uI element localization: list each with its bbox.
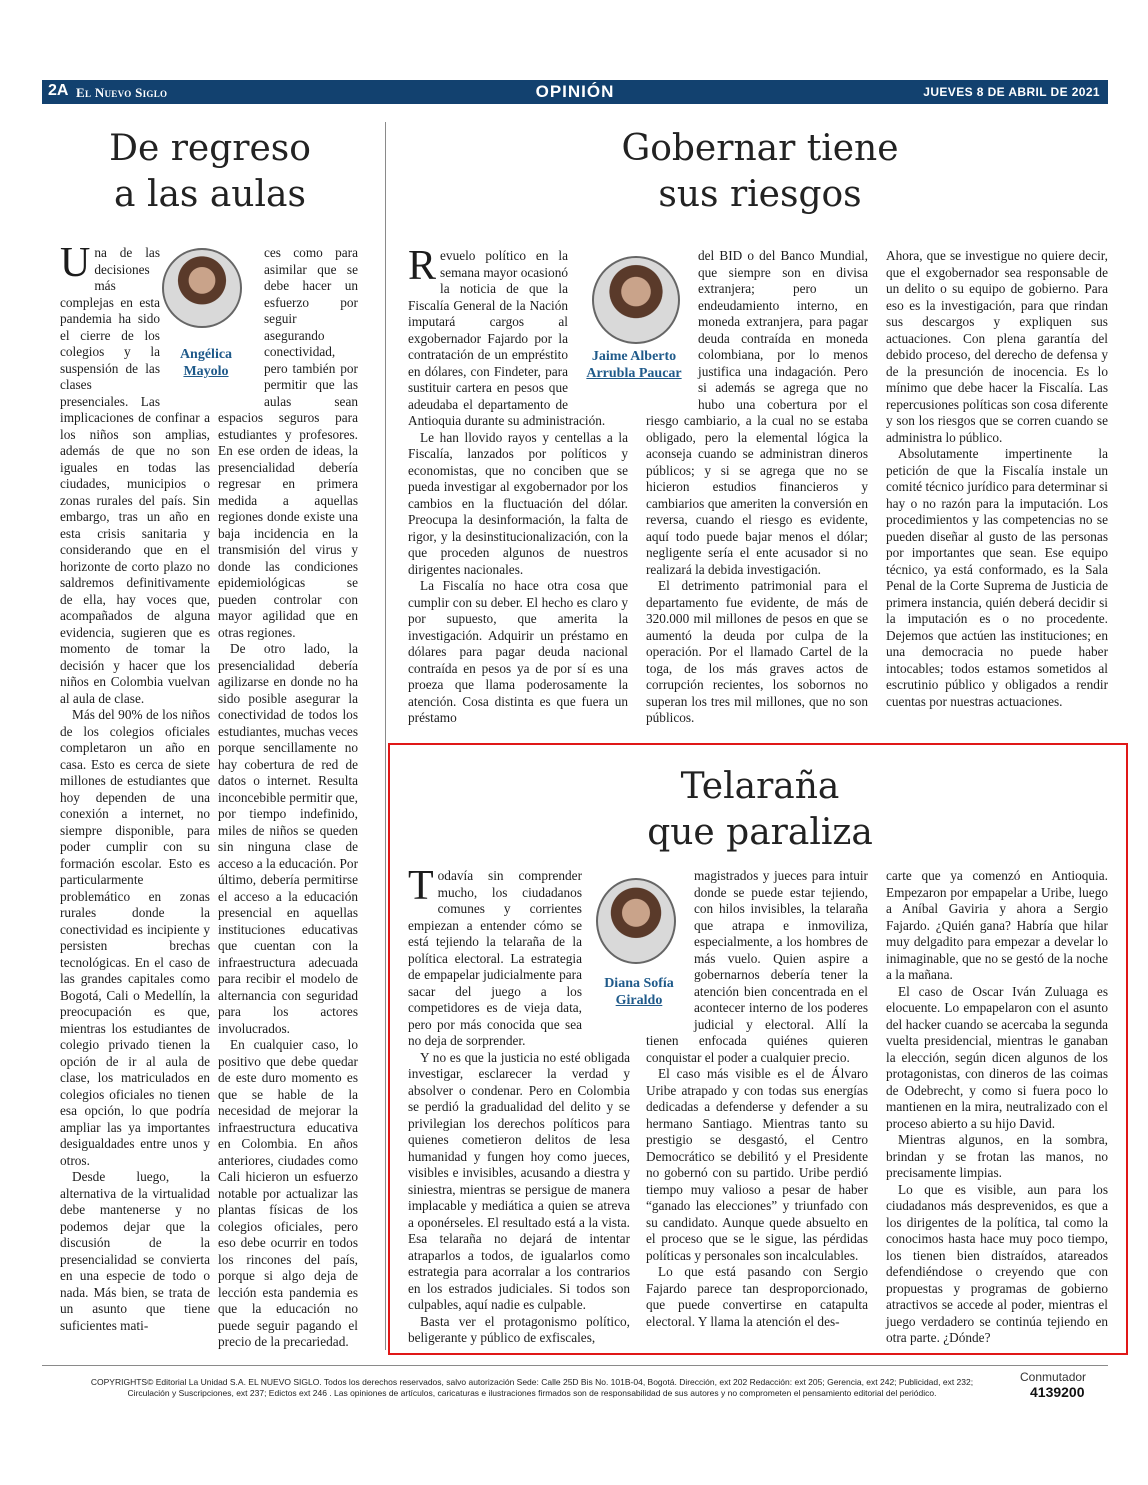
newspaper-brand: El Nuevo Siglo xyxy=(76,85,168,100)
paragraph: evuelo político en la semana mayor ocasionó la noticia de que la Fiscalía General de la Nación imputará cargos al exgobernador Fajardo por la contratación de un empréstito en dólares, con Findeter, para sustituir cartera en pesos que adeudaba el departamento de Antioquia durante su administración. xyxy=(408,248,606,428)
article1-title-line1: De regreso xyxy=(109,128,311,169)
paragraph: Mientras algunos, en la sombra, brindan y se frotan las manos, no precisamente limpias. xyxy=(886,1132,1108,1180)
drop-cap: T xyxy=(408,863,434,909)
author-first-name: Diana Sofía xyxy=(604,976,674,991)
paragraph: La Fiscalía no hace otra cosa que cumplir con su deber. El hecho es claro y por supuesto, que amerita la investigación. Adquirir un préstamo en dólares para pagar deuda nacional contraída en pesos ya de por sí es una proeza que llama poderosamente la atención. Cosa distinta es que fuera un préstamo xyxy=(408,578,628,725)
article2-title-line2: sus riesgos xyxy=(658,174,862,215)
page-header-bar xyxy=(42,80,1108,104)
article1-column-2 xyxy=(218,245,358,1349)
author-last-name: Arrubla Paucar xyxy=(586,366,682,381)
article3-column-2 xyxy=(646,868,868,1346)
paragraph: De otro lado, la presencialidad debería agilizarse en donde no ha sido posible asegurar la conectividad de todos los estudiantes, muchas veces porque sencillamente no hay cobertura de red de datos o internet. Resulta inconcebible permitir que, por tiempo indefinido, miles de niños se queden sin ninguna clase de acceso a la educación. Por último, debería permitirse el acceso a la educación presencial en aquellas instituciones educativas que cuentan con la infraestructura adecuada para recibir el modelo de alternancia con seguridad para los actores involucrados. xyxy=(218,641,358,1036)
article1-column-1 xyxy=(60,240,210,1340)
paragraph: Más del 90% de los niños de los colegios oficiales completaron un año en casa. Esto es cerca de siete millones de estudiantes que hoy dependen de una conexión a internet, no siempre disponible, para poder cumplir con su formación escolar. Esto es particularmente problemático en zonas rurales donde la conectividad es incipiente y persisten brechas tecnológicas. En el caso de las grandes capitales como Bogotá, Cali o Medellín, la preocupación es que, mientras los estudiantes de colegio privado tienen la opción de ir al aula de clase, los matriculados en colegios oficiales no tienen esa opción, lo que podría ampliar las ya importantes desigualdades entre unos y otros. xyxy=(60,707,210,1168)
article3-title-line2: que paraliza xyxy=(647,812,873,853)
paragraph: del BID o del Banco Mundial, que siempre son en divisa extranjera; pero un endeudamiento interno, en moneda extranjera, para pagar deuda contraída en moneda colombiana, por lo menos justifica una indagación. Pero si además se agrega que no hubo una cobertura por el riesgo cambiario, a la cual no se estaba obligado, pero la elemental lógica la aconseja cuando se administran dineros públicos; y si se agrega que no se hicieron estudios financieros y cambiarios que ameriten la conversión en reversa, cuando el riesgo es evidente, aquí todo puede bajar menos el dólar; negligente sería el ente acusador si no realizará la debida investigación. xyxy=(646,248,868,577)
paragraph: Desde luego, la alternativa de la virtualidad debe mantenerse y no podemos dejar que la discusión de la presencialidad se convierta en una especie de todo o nada. Más bien, se trata de un asunto que tiene suficientes mati- xyxy=(60,1169,210,1333)
paragraph: El caso más visible es el de Álvaro Uribe atrapado y con todas sus energías dedicadas a defenderse y defender a su hermano Santiago. Mientras tanto su prestigio se desgastó, el Centro Democrático se debilitó y el Presidente no gobernó con su partido. Uribe perdió tiempo muy valioso a pesar de haber “ganado las elecciones” y triunfado con su candidato. Aunque quede absuelto en el proceso que se le sigue, las pérdidas políticas y personales son incalculables. xyxy=(646,1066,868,1263)
paragraph: Le han llovido rayos y centellas a la Fiscalía, lanzados por políticos y economistas, que no conciben que se pueda investigar al exgobernador por los cambios en la fluctuación del dólar. Preocupa la desinformación, la falta de rigor, y la desinstitucionalización, con la que proceden algunos de nuestros dirigentes nacionales. xyxy=(408,429,628,577)
paragraph: carte que ya comenzó en Antioquia. Empezaron por empapelar a Uribe, luego a Aníbal Gaviria y ahora a Sergio Fajardo. ¿Quién gana? Habría que hilar muy delgadito para empezar a develar lo inimaginable, que no se gestó de la noche a la mañana. xyxy=(886,868,1108,982)
drop-cap: R xyxy=(408,243,437,289)
conmutador-label: Conmutador xyxy=(1020,1370,1087,1384)
article3-title-line1: Telaraña xyxy=(680,766,840,807)
article2-column-1 xyxy=(408,243,628,728)
paragraph: El caso de Oscar Iván Zuluaga es elocuente. Lo empapelaron con el asunto del hacker cuando se acercaba la segunda vuelta presidencial, mientras le ganaban la elección, según dicen algunos de los protagonistas, con dineros de las coimas de Odebrecht, y como si fuera poco lo mantienen en la mira, neutralizado con el proceso abierto a su hijo David. xyxy=(886,983,1108,1131)
paragraph: El detrimento patrimonial para el departamento fue evidente, de más de 320.000 mil millones de pesos en que se aumentó la deuda por culpa de la operación. Por el llamado Cartel de la toga, de los más graves actos de corrupción recientes, los sobornos no superan los tres mil millones, que no son públicos. xyxy=(646,578,868,725)
footer-divider xyxy=(42,1365,1108,1366)
section-title: OPINIÓN xyxy=(535,82,615,101)
article2-column-2 xyxy=(646,248,868,728)
article3-column-3 xyxy=(886,868,1108,1346)
column-divider xyxy=(385,122,386,1350)
article2-column-3 xyxy=(886,248,1108,728)
paragraph: na de las decisiones más complejas en esta pandemia ha sido el cierre de los colegios y la suspensión de las clases presenciales. Las implicaciones de confinar a los niños son amplias, además de que no son iguales en todas las ciudades, municipios o zonas rurales del país. Sin embargo, tras un año en esta crisis sanitaria y considerando que en el horizonte de corto plazo no saldremos definitivamente de ella, hay voces que, acompañados de alguna evidencia, sugieren que es momento de tomar la decisión y hacer que los niños en Colombia vuelvan al aula de clase. xyxy=(60,245,210,706)
paragraph: En cualquier caso, lo positivo que debe quedar de este duro momento es que se hable de la necesidad de mejorar la infraestructura educativa en Colombia. En años anteriores, ciudades como Cali hicieron un esfuerzo notable por actualizar las plantas físicas de los colegios oficiales, pero eso debe ocurrir en todos los rincones del país, porque si algo deja de lección esta pandemia es que la educación no puede seguir pagando el precio de la precariedad. xyxy=(218,1037,358,1349)
paragraph: ces como para asimilar que se debe hacer un esfuerzo por seguir asegurando conectividad, pero también por permitir que las aulas sean espacios seguros para estudiantes y profesores. En ese orden de ideas, la presencialidad debería regresar en primera medida a aquellas regiones donde existe una baja incidencia en la transmisión del virus y donde las condiciones epidemiológicas se pueden controlar con mayor agilidad que en otras regiones. xyxy=(218,245,358,640)
paragraph: Ahora, que se investigue no quiere decir, que el exgobernador sea responsable de un delito o su equipo de gobierno. Para eso es la investigación, para que rindan sus descargos y expliquen sus actuaciones. Con plena garantía del debido proceso, del derecho de defensa y de la presunción de inocencia. Es lo mínimo que debe hacer la Fiscalía. Las repercusiones políticas son cosa diferente y son los riesgos que se corren cuando se administra lo público. xyxy=(886,248,1108,445)
footer-line-2: Circulación y Suscripciones, ext 237; Edictos ext 246 . Las opiniones de artículos, caricaturas e ilustraciones firmados son de responsabilidad de sus autores y no comprometen el pensamiento editorial del periódico. xyxy=(127,1388,937,1398)
author-first-name: Jaime Alberto xyxy=(591,349,677,364)
paragraph: Basta ver el protagonismo político, beligerante y público de exfiscales, xyxy=(408,1313,630,1345)
conmutador-number: 4139200 xyxy=(1030,1384,1085,1400)
paragraph: Lo que es visible, aun para los ciudadanos más desprevenidos, es que a los dirigentes de la política, tal como la conocimos hasta hace muy poco tiempo, los tienen bien distraídos, atareados defendiéndose o creyendo que con propuestas y programas de gobierno atractivos se accede al poder, mientras el juego verdadero se continúa tejiendo en otra parte. ¿Dónde? xyxy=(886,1181,1108,1345)
article1-title-line2: a las aulas xyxy=(114,174,306,215)
drop-cap: U xyxy=(60,240,91,286)
article2-headline xyxy=(560,126,960,218)
issue-date: JUEVES 8 DE ABRIL DE 2021 xyxy=(923,85,1100,99)
article1-headline xyxy=(60,126,360,218)
article3-column-1 xyxy=(408,863,630,1346)
paragraph: Y no es que la justicia no esté obligada investigar, esclarecer la verdad y absolver o condenar. Pero en Colombia se perdió la gradualidad del delito y se privilegian los derechos políticos para quienes cometieron delitos de lesa humanidad y fungen hoy como jueces, visibles e invisibles, acusando a diestra y siniestra, mientras se persigue de manera implacable y mediática a quien se atreva a oponérseles. El resultado está a la vista. Esa telaraña no dejará de intentar atraparlos a todos, de igualarlos como estrategia para acorralar a los contrarios en los estrados judiciales. Si todos son culpables, aquí nadie es culpable. xyxy=(408,1049,630,1312)
paragraph: odavía sin comprender mucho, los ciudadanos comunes y corrientes empiezan a entender cómo se está tejiendo la telaraña de la política electoral. La estrategia de empapelar judicialmente para sacar del juego a los competidores es de vieja data, pero por más conocida que sea no deja de sorprender. xyxy=(408,868,582,1048)
footer-copyright xyxy=(72,1377,992,1399)
author-last-name: Giraldo xyxy=(615,993,663,1008)
author-last-name: Mayolo xyxy=(183,364,229,379)
author-first-name: Angélica xyxy=(179,347,233,362)
article3-headline xyxy=(570,764,950,856)
page-number: 2A xyxy=(48,82,69,99)
paragraph: Absolutamente impertinente la petición de que la Fiscalía instale un comité técnico jurídico para determinar si hay o no razón para la imputación. Los procedimientos y las competencias no se pueden diseñar al gusto de las personas por importantes que sean. Ese equipo técnico, ya está conformado, es la Sala Penal de la Corte Suprema de Justicia de primera instancia, quién deberá decidir si la imputación es o no procedente. Dejemos que actúen las instituciones; en una democracia no puede haber intocables; todos estamos sometidos al escrutinio público y obligados a rendir cuentas por nuestras actuaciones. xyxy=(886,446,1108,709)
paragraph: magistrados y jueces para intuir donde se puede estar tejiendo, con hilos invisibles, la telaraña que atrapa e inmoviliza, especialmente, a los hombres de más vuelo. Quien aspire a gobernarnos debería tener la atención bien concentrada en el acontecer interno de los poderes judicial y electoral. Allí la tienen enfocada quiénes quieren conquistar el poder a cualquier precio. xyxy=(646,868,868,1065)
paragraph: Lo que está pasando con Sergio Fajardo parece tan desproporcionado, que puede convertirse en catapulta electoral. Y llama la atención el des- xyxy=(646,1264,868,1329)
footer-line-1: COPYRIGHTS© Editorial La Unidad S.A. EL NUEVO SIGLO. Todos los derechos reservados, salvo autorización Sede: Calle 25D Bis No. 101B-04, Bogotá. Dirección, ext 202 Redacción: ext 205; Gerencia, ext 242; Publicidad, ext 232; xyxy=(90,1377,974,1387)
article2-title-line1: Gobernar tiene xyxy=(621,128,899,169)
